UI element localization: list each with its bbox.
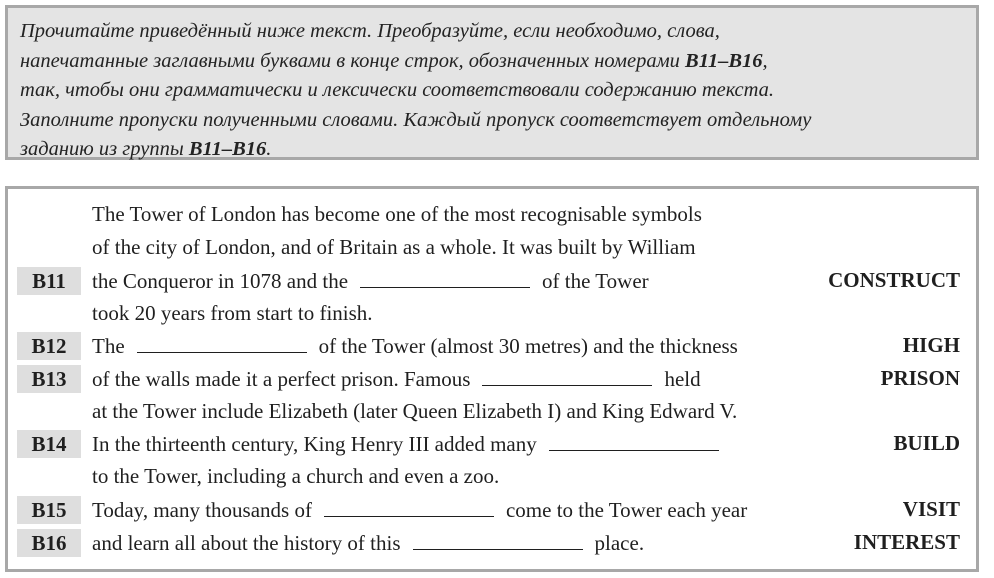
instructions-line-3: так, чтобы они грамматически и лексически соответствовали содержанию текста. bbox=[20, 79, 775, 101]
line-text: of the city of London, and of Britain as a whole. It was built by William bbox=[92, 235, 696, 259]
instructions-line-1: Прочитайте приведённый ниже текст. Преобразуйте, если необходимо, слова, bbox=[20, 20, 720, 42]
text-after-gap: come to the Tower each year bbox=[505, 498, 748, 522]
task-line-b13 bbox=[8, 365, 976, 391]
task-line-b16 bbox=[8, 529, 976, 555]
base-word: PRISON bbox=[880, 366, 960, 390]
text-before-gap: the Conqueror in 1078 and the bbox=[92, 269, 349, 293]
instructions-line-4: Заполните пропуски полученными словами. Каждый пропуск соответствует отдельному bbox=[20, 108, 812, 131]
line-text bbox=[92, 267, 649, 294]
base-word: INTEREST bbox=[853, 530, 960, 554]
text-line bbox=[8, 398, 976, 424]
task-label: B16 bbox=[17, 529, 81, 557]
task-label: B14 bbox=[17, 430, 81, 458]
line-text bbox=[92, 430, 731, 457]
base-word: VISIT bbox=[902, 497, 960, 521]
line-text: The Tower of London has become one of the most recognisable symbols bbox=[92, 202, 702, 226]
text-before-gap: and learn all about the history of this bbox=[92, 531, 401, 555]
base-word: CONSTRUCT bbox=[828, 268, 960, 292]
answer-blank-b13[interactable] bbox=[482, 365, 652, 386]
base-word: HIGH bbox=[902, 333, 960, 357]
instructions-line-5-text: заданию из группы bbox=[20, 138, 189, 160]
task-line-b12 bbox=[8, 332, 976, 358]
task-label: B13 bbox=[17, 365, 81, 393]
line-text: at the Tower include Elizabeth (later Queen Elizabeth I) and King Edward V. bbox=[92, 399, 738, 423]
task-range: B11–B16 bbox=[188, 138, 267, 160]
text-line bbox=[8, 300, 976, 326]
instructions-line-5-punct: . bbox=[266, 138, 272, 160]
text-before-gap: Today, many thousands of bbox=[92, 498, 312, 522]
task-range: B11–B16 bbox=[685, 49, 763, 72]
instructions-box bbox=[5, 5, 979, 160]
line-text: to the Tower, including a church and even a zoo. bbox=[92, 464, 500, 488]
answer-blank-b16[interactable] bbox=[413, 529, 583, 550]
base-word: BUILD bbox=[893, 431, 960, 455]
task-label: B12 bbox=[17, 332, 81, 360]
line-text bbox=[92, 529, 644, 556]
text-before-gap: In the thirteenth century, King Henry III added many bbox=[92, 432, 537, 456]
line-text bbox=[92, 332, 738, 359]
answer-blank-b14[interactable] bbox=[549, 430, 719, 451]
text-before-gap: of the walls made it a perfect prison. Famous bbox=[92, 367, 471, 391]
instructions-line-2-punct: , bbox=[762, 49, 768, 72]
line-text bbox=[92, 365, 701, 392]
text-after-gap: of the Tower (almost 30 metres) and the thickness bbox=[318, 334, 738, 358]
task-line-b15 bbox=[8, 496, 976, 522]
task-line-b14 bbox=[8, 430, 976, 456]
answer-blank-b15[interactable] bbox=[324, 496, 494, 517]
text-after-gap: held bbox=[664, 367, 701, 391]
answer-blank-b11[interactable] bbox=[360, 267, 530, 288]
text-line bbox=[8, 234, 976, 260]
text-line bbox=[8, 463, 976, 489]
text-before-gap: The bbox=[92, 334, 125, 358]
task-line-b11 bbox=[8, 267, 976, 293]
instructions-line-2-text: напечатанные заглавными буквами в конце строк, обозначенных номерами bbox=[20, 49, 686, 72]
line-text bbox=[92, 496, 747, 523]
task-label: B15 bbox=[17, 496, 81, 524]
instructions-line-2 bbox=[20, 47, 964, 77]
text-line bbox=[8, 201, 976, 227]
line-text: took 20 years from start to finish. bbox=[92, 301, 373, 325]
task-label: B11 bbox=[17, 267, 81, 295]
instructions-line-5 bbox=[20, 135, 964, 165]
text-after-gap: place. bbox=[594, 531, 645, 555]
text-after-gap: of the Tower bbox=[542, 269, 649, 293]
task-box bbox=[5, 186, 979, 572]
answer-blank-b12[interactable] bbox=[137, 332, 307, 353]
